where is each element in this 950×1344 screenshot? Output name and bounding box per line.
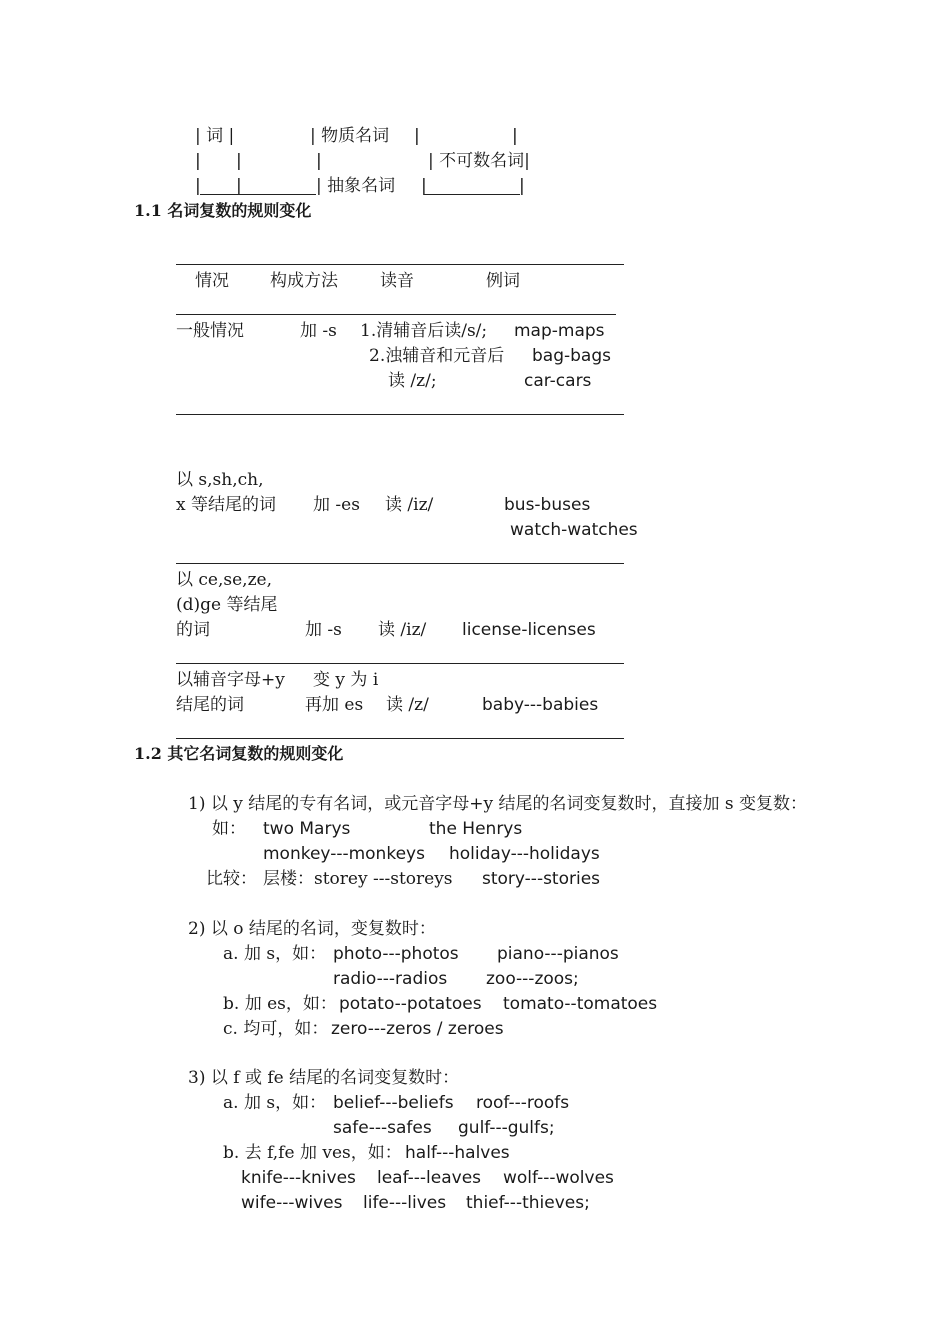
row-y-method-2: 再加 es (305, 695, 364, 715)
top-table-r2c3: | (316, 151, 322, 171)
item2-c-1: zero---zeros / zeroes (331, 1019, 504, 1039)
row-y-method-1: 变 y 为 i (313, 670, 379, 690)
top-table-r3c1: | (195, 176, 201, 196)
item2-c-label: c. 均可，如： (223, 1019, 329, 1039)
row-s-reading: 读 /iz/ (385, 495, 434, 515)
item2-b-1: potato--potatoes (339, 994, 482, 1014)
item3-a-4: gulf---gulfs; (458, 1118, 555, 1138)
top-table-r3c3: | 抽象名词 (316, 176, 396, 196)
column-header-situation: 情况 (195, 271, 229, 291)
row-s-situation-2: x 等结尾的词 (176, 495, 276, 515)
row-ce-method: 加 -s (305, 620, 342, 640)
row-ce-situation-1: 以 ce,se,ze, (176, 570, 272, 590)
column-header-reading: 读音 (380, 271, 414, 291)
item1-ex-f: story---stories (482, 869, 601, 889)
item3-a-2: roof---roofs (476, 1093, 570, 1113)
table-rule-header (176, 314, 616, 315)
item1-ru: 如： (212, 819, 246, 839)
top-table-r3c5: | (519, 176, 525, 196)
row-general-example-2: bag-bags (532, 346, 611, 366)
column-header-method: 构成方法 (270, 271, 338, 291)
item1-ex-b: the Henrys (429, 819, 523, 839)
item3-a-3: safe---safes (333, 1118, 432, 1138)
top-table-r1c1: | 词 | (195, 126, 235, 146)
column-header-example: 例词 (486, 271, 520, 291)
item2-a-1: photo---photos (333, 944, 459, 964)
item2-a-label: a. 加 s，如： (223, 944, 327, 964)
top-table-r1c4: | (512, 126, 518, 146)
item1-ex-e: 层楼：storey ---storeys (263, 869, 453, 889)
row-ce-reading: 读 /iz/ (378, 620, 427, 640)
top-table-r2c2: | (236, 151, 242, 171)
row-s-example-2: watch-watches (510, 520, 638, 540)
row-s-method: 加 -es (313, 495, 360, 515)
top-table-underline-1 (200, 194, 316, 195)
item1-ex-a: two Marys (263, 819, 351, 839)
table-rule-s (176, 563, 624, 564)
row-y-situation-2: 结尾的词 (176, 695, 244, 715)
item2-a-2: piano---pianos (497, 944, 619, 964)
row-ce-example: license-licenses (462, 620, 596, 640)
row-general-example-3: car-cars (524, 371, 592, 391)
top-table-r2c1: | (195, 151, 201, 171)
section-1-2-heading: 1.2 其它名词复数的规则变化 (134, 744, 344, 763)
top-table-r3c2: | (236, 176, 242, 196)
table-rule-general (176, 414, 624, 415)
top-table-r3c4: | (421, 176, 427, 196)
table-rule-bottom (176, 738, 624, 739)
item2-title: 2) 以 o 结尾的名词，变复数时： (188, 919, 436, 939)
row-y-situation-1: 以辅音字母+y (176, 670, 285, 690)
row-general-reading-2: 2.浊辅音和元音后 (369, 346, 505, 366)
row-general-example-1: map-maps (514, 321, 605, 341)
table-rule-ce (176, 663, 624, 664)
table-rule-top (176, 264, 624, 265)
item1-ex-c: monkey---monkeys (263, 844, 425, 864)
item3-a-1: belief---beliefs (333, 1093, 454, 1113)
item3-b-5: wife---wives (241, 1193, 343, 1213)
item1-compare: 比较： (206, 869, 257, 889)
top-table-r1c3: | (414, 126, 420, 146)
item3-b-6: life---lives (363, 1193, 447, 1213)
top-table-underline-2 (424, 194, 520, 195)
row-y-reading: 读 /z/ (386, 695, 429, 715)
item2-a-3: radio---radios (333, 969, 448, 989)
section-1-1-heading: 1.1 名词复数的规则变化 (134, 201, 312, 220)
row-general-method: 加 -s (300, 321, 337, 341)
row-general-situation: 一般情况 (176, 321, 244, 341)
row-general-reading-3: 读 /z/; (388, 371, 437, 391)
item3-a-label: a. 加 s，如： (223, 1093, 327, 1113)
item3-b-label: b. 去 f,fe 加 ves，如： (223, 1143, 402, 1163)
item3-b-4: wolf---wolves (503, 1168, 614, 1188)
item3-title: 3) 以 f 或 fe 结尾的名词变复数时： (188, 1068, 460, 1088)
top-table-r1c2: | 物质名词 (310, 126, 390, 146)
row-y-example: baby---babies (482, 695, 599, 715)
item3-b-3: leaf---leaves (377, 1168, 482, 1188)
row-s-situation-1: 以 s,sh,ch, (176, 470, 264, 490)
item2-a-4: zoo---zoos; (486, 969, 579, 989)
row-ce-situation-3: 的词 (176, 620, 210, 640)
item3-b-7: thief---thieves; (466, 1193, 590, 1213)
item3-b-2: knife---knives (241, 1168, 356, 1188)
row-s-example-1: bus-buses (504, 495, 591, 515)
item1-title: 1) 以 y 结尾的专有名词，或元音字母+y 结尾的名词变复数时，直接加 s 变复数： (188, 794, 808, 814)
item2-b-2: tomato--tomatoes (503, 994, 658, 1014)
row-general-reading-1: 1.清辅音后读/s/; (360, 321, 488, 341)
item1-ex-d: holiday---holidays (449, 844, 600, 864)
item3-b-1: half---halves (405, 1143, 510, 1163)
row-ce-situation-2: (d)ge 等结尾 (176, 595, 278, 615)
top-table-r2c4: | 不可数名词| (428, 151, 530, 171)
item2-b-label: b. 加 es，如： (223, 994, 337, 1014)
